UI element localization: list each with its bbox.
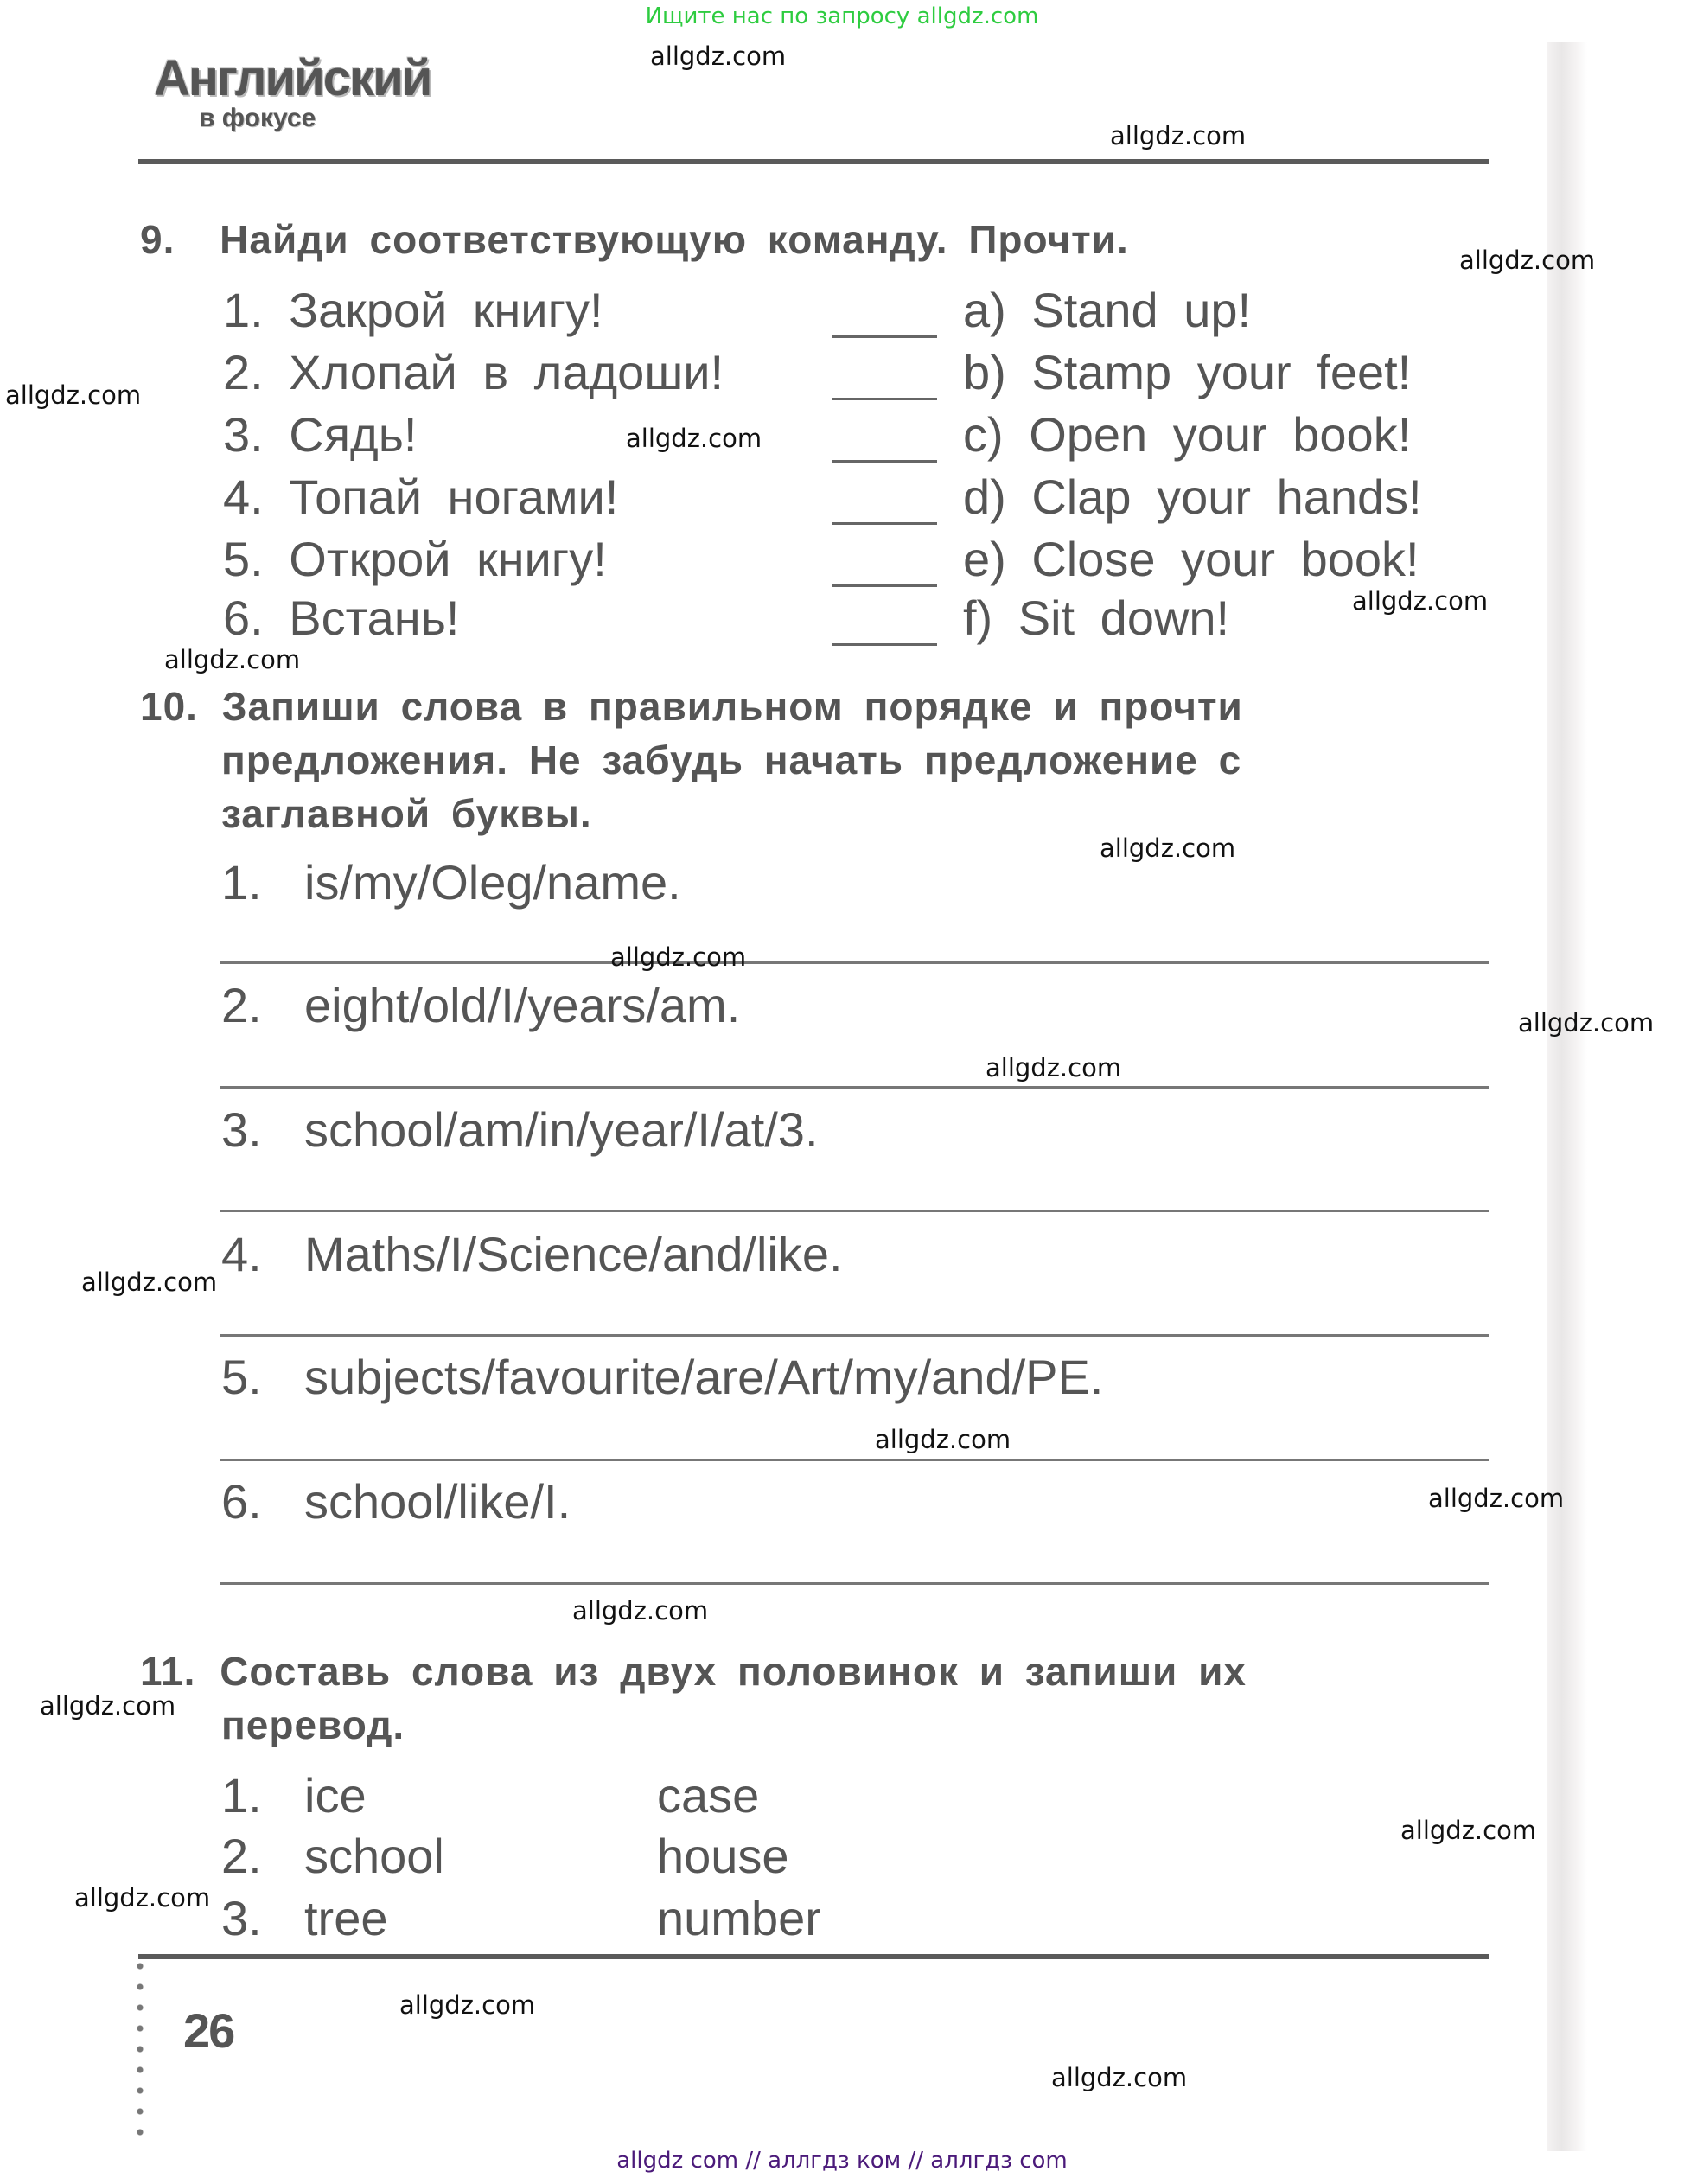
watermark: allgdz.com [1100,833,1236,863]
match-blank-5[interactable] [832,584,937,587]
exercise-title-line-2: предложения. Не забудь начать предложение с [221,738,1242,782]
scrambled-sentence-1: 1. is/my/Oleg/name. [221,855,681,910]
exercise-number: 11. [140,1649,196,1694]
watermark: allgdz.com [1352,586,1489,616]
scrambled-sentence-6: 6. school/like/I. [221,1474,571,1529]
command-en-f: f) Sit down! [963,591,1230,645]
command-ru-2: 2. Хлопай в ладоши! [223,345,724,399]
match-blank-4[interactable] [832,522,937,525]
exercise-11-heading [140,1648,1247,1695]
answer-line-4[interactable] [220,1334,1489,1337]
word-pair-1: 1. ice case [221,1768,760,1823]
scrambled-sentence-5: 5. subjects/favourite/are/Art/my/and/PE. [221,1350,1104,1404]
command-en-c: c) Open your book! [963,407,1412,462]
watermark: allgdz.com [74,1883,211,1913]
book-logo [154,52,431,131]
answer-line-5[interactable] [220,1459,1489,1461]
watermark: allgdz.com [1110,121,1247,150]
exercise-number: 9. [140,217,175,262]
watermark: allgdz.com [1518,1008,1655,1038]
watermark: allgdz.com [610,942,747,972]
command-ru-1: 1. Закрой книгу! [223,283,603,337]
watermark: allgdz.com [650,42,787,71]
answer-line-2[interactable] [220,1086,1489,1089]
answer-line-1[interactable] [220,961,1489,964]
watermark: allgdz.com [1428,1484,1565,1513]
exercise-number: 10. [140,684,198,729]
answer-line-3[interactable] [220,1210,1489,1212]
footer-links[interactable]: allgdz com // аллгдз ком // аллгдз com [616,2148,1068,2174]
watermark: allgdz.com [5,380,142,410]
command-en-a: a) Stand up! [963,283,1252,337]
watermark: allgdz.com [164,645,301,674]
match-blank-2[interactable] [832,398,937,400]
exercise-10-heading [140,683,1243,730]
command-ru-3: 3. Сядь! [223,407,418,462]
watermark: allgdz.com [986,1053,1122,1082]
exercise-title-line-1: Запиши слова в правильном порядке и прочти [221,684,1243,729]
watermark: allgdz.com [1459,246,1596,275]
watermark: allgdz.com [1400,1816,1537,1845]
match-blank-6[interactable] [832,643,937,646]
match-blank-3[interactable] [832,460,937,463]
watermark: allgdz.com [875,1425,1011,1454]
word-pair-3: 3. tree number [221,1891,821,1945]
scrambled-sentence-4: 4. Maths/I/Science/and/like. [221,1227,843,1281]
command-en-d: d) Clap your hands! [963,469,1422,524]
exercise-title-line-1: Составь слова из двух половинок и запиши их [220,1649,1247,1694]
exercise-9-heading [140,216,1129,263]
match-blank-1[interactable] [832,335,937,338]
command-ru-6: 6. Встань! [223,591,460,645]
command-en-e: e) Close your book! [963,532,1419,586]
command-ru-5: 5. Открой книгу! [223,532,607,586]
footer-divider [138,1954,1489,1959]
scrambled-sentence-3: 3. school/am/in/year/I/at/3. [221,1102,819,1157]
watermark: allgdz.com [626,424,762,453]
search-banner[interactable]: Ищите нас по запросу allgdz.com [645,3,1039,29]
watermark: allgdz.com [81,1268,218,1297]
page-number: 26 [183,2003,234,2058]
watermark: allgdz.com [572,1596,709,1625]
page-edge-shadow [1547,42,1587,2151]
exercise-title: Найди соответствующую команду. Прочти. [220,217,1129,262]
dotted-margin [137,1956,144,2142]
command-en-b: b) Stamp your feet! [963,345,1412,399]
logo-subtitle: в фокусе [199,104,316,132]
answer-line-6[interactable] [220,1582,1489,1585]
watermark: allgdz.com [40,1691,176,1721]
exercise-title-line-2: перевод. [221,1702,405,1747]
logo-title: Английский [154,50,431,106]
word-pair-2: 2. school house [221,1829,789,1883]
command-ru-4: 4. Топай ногами! [223,469,619,524]
watermark: allgdz.com [399,1990,536,2020]
exercise-title-line-3: заглавной буквы. [221,791,592,836]
scrambled-sentence-2: 2. eight/old/I/years/am. [221,978,741,1032]
watermark: allgdz.com [1051,2063,1188,2092]
header-divider [138,159,1489,164]
